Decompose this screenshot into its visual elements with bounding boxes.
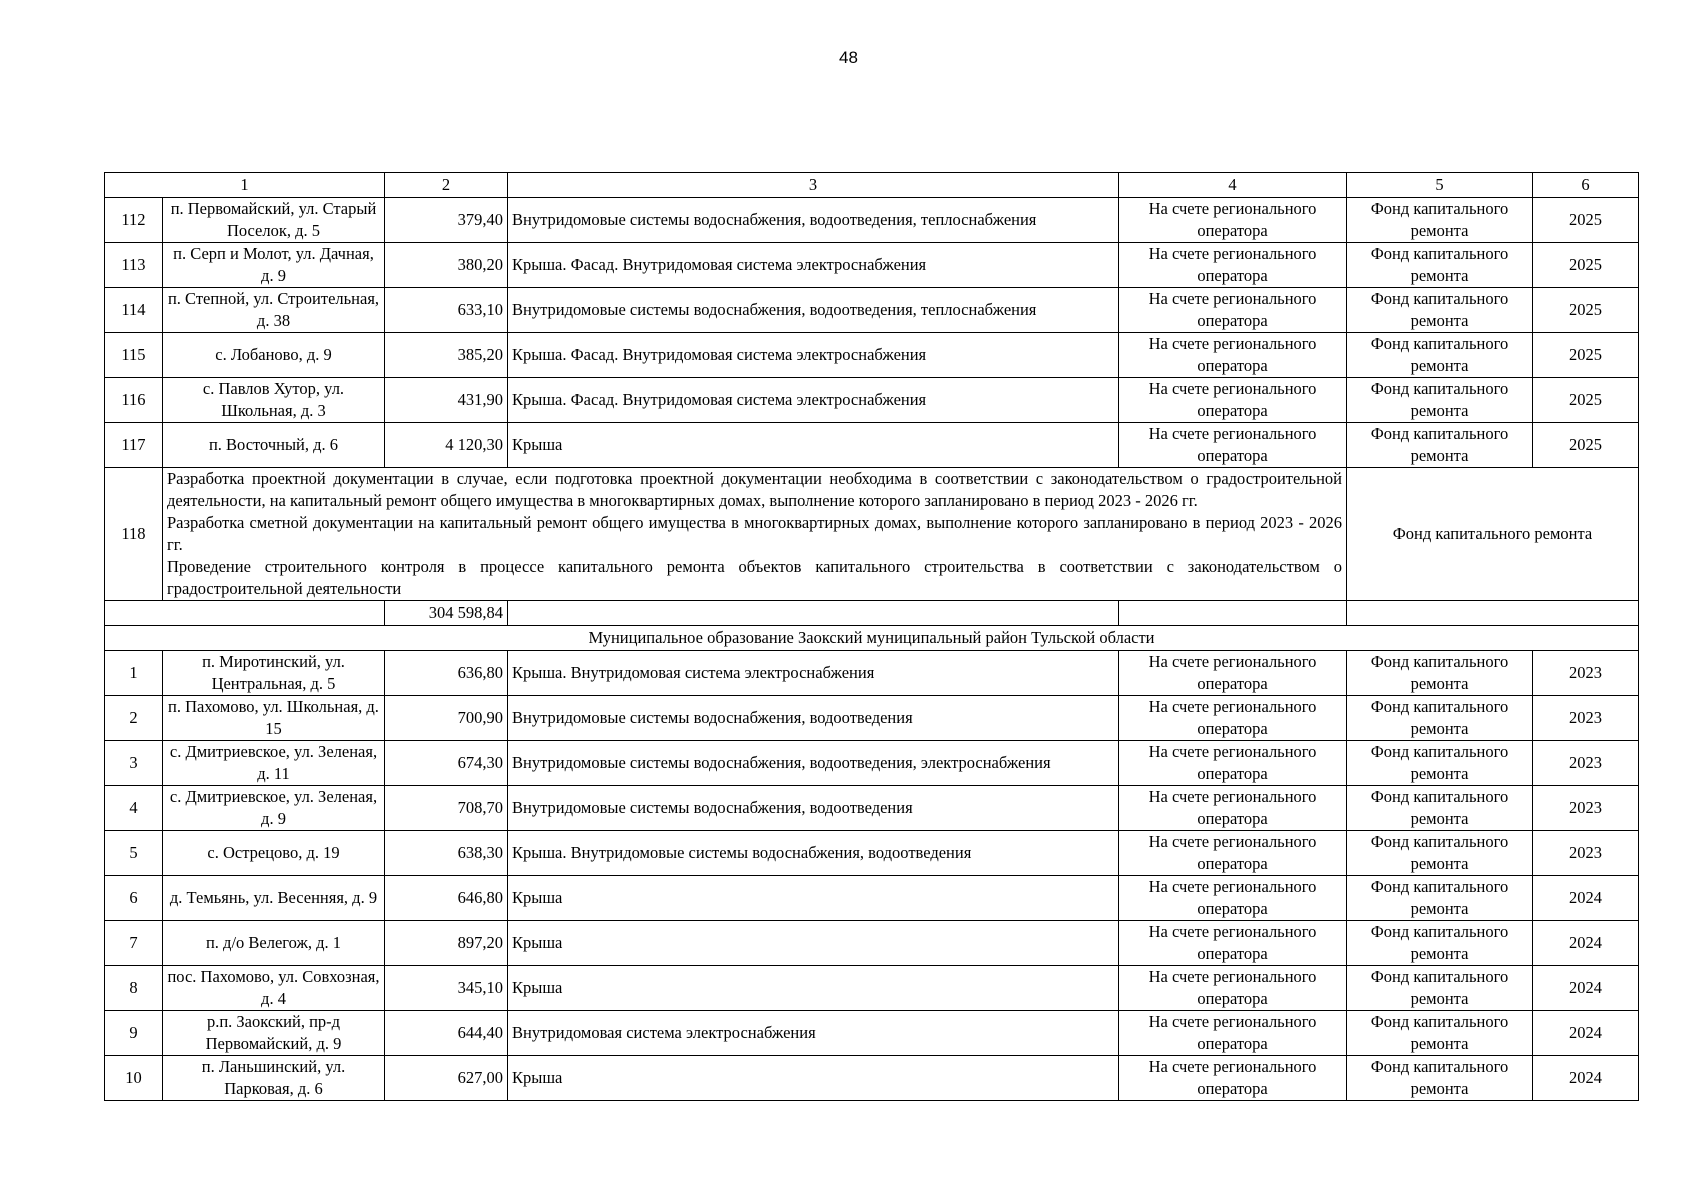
row-number: 113	[105, 243, 163, 288]
row-number: 2	[105, 696, 163, 741]
row-number: 115	[105, 333, 163, 378]
funding-source: Фонд капитального ремонта	[1347, 468, 1639, 601]
fund-account: На счете регионального оператора	[1119, 831, 1347, 876]
fund-account: На счете регионального оператора	[1119, 741, 1347, 786]
funding-source: Фонд капитального ремонта	[1347, 198, 1533, 243]
repair-works: Крыша	[508, 876, 1119, 921]
repair-works: Внутридомовые системы водоснабжения, водоотведения	[508, 696, 1119, 741]
planned-year: 2025	[1533, 423, 1639, 468]
page-number: 48	[839, 48, 858, 67]
table-row	[105, 378, 1639, 423]
planned-year: 2025	[1533, 243, 1639, 288]
fund-account: На счете регионального оператора	[1119, 876, 1347, 921]
repair-works: Внутридомовые системы водоснабжения, водоотведения, теплоснабжения	[508, 288, 1119, 333]
repair-works: Крыша. Внутридомовые системы водоснабжения, водоотведения	[508, 831, 1119, 876]
funding-source: Фонд капитального ремонта	[1347, 243, 1533, 288]
repair-cost: 431,90	[385, 378, 508, 423]
funding-source: Фонд капитального ремонта	[1347, 288, 1533, 333]
planned-year: 2024	[1533, 1011, 1639, 1056]
repair-works: Крыша	[508, 423, 1119, 468]
row-number: 10	[105, 1056, 163, 1101]
fund-account: На счете регионального оператора	[1119, 786, 1347, 831]
table-row	[105, 651, 1639, 696]
planned-year: 2023	[1533, 741, 1639, 786]
row-number: 7	[105, 921, 163, 966]
planned-year: 2023	[1533, 696, 1639, 741]
repair-works: Внутридомовая система электроснабжения	[508, 1011, 1119, 1056]
building-address: п. Ланьшинский, ул. Парковая, д. 6	[163, 1056, 385, 1101]
repair-cost: 345,10	[385, 966, 508, 1011]
table-row	[105, 786, 1639, 831]
fund-account: На счете регионального оператора	[1119, 651, 1347, 696]
building-address: д. Темьянь, ул. Весенняя, д. 9	[163, 876, 385, 921]
funding-source: Фонд капитального ремонта	[1347, 696, 1533, 741]
repair-cost: 380,20	[385, 243, 508, 288]
repair-cost: 4 120,30	[385, 423, 508, 468]
building-address: п. Миротинский, ул. Центральная, д. 5	[163, 651, 385, 696]
funding-source: Фонд капитального ремонта	[1347, 831, 1533, 876]
funding-source: Фонд капитального ремонта	[1347, 378, 1533, 423]
fund-account: На счете регионального оператора	[1119, 921, 1347, 966]
row-number: 9	[105, 1011, 163, 1056]
planned-year: 2024	[1533, 966, 1639, 1011]
repair-works: Внутридомовые системы водоснабжения, водоотведения	[508, 786, 1119, 831]
planned-year: 2023	[1533, 786, 1639, 831]
fund-account: На счете регионального оператора	[1119, 696, 1347, 741]
table-row	[105, 696, 1639, 741]
column-header-5: 5	[1347, 173, 1533, 198]
repair-cost: 633,10	[385, 288, 508, 333]
total-account-empty	[1119, 601, 1347, 626]
building-address: с. Острецово, д. 19	[163, 831, 385, 876]
column-header-3: 3	[508, 173, 1119, 198]
column-header-4: 4	[1119, 173, 1347, 198]
fund-account: На счете регионального оператора	[1119, 378, 1347, 423]
table-row	[105, 333, 1639, 378]
table-row	[105, 921, 1639, 966]
row-number: 116	[105, 378, 163, 423]
building-address: п. Степной, ул. Строительная, д. 38	[163, 288, 385, 333]
table-row	[105, 876, 1639, 921]
total-cost: 304 598,84	[385, 601, 508, 626]
repair-cost: 674,30	[385, 741, 508, 786]
repair-works: Крыша. Фасад. Внутридомовая система электроснабжения	[508, 378, 1119, 423]
row-number: 112	[105, 198, 163, 243]
repair-works: Крыша. Фасад. Внутридомовая система электроснабжения	[508, 243, 1119, 288]
row-number: 5	[105, 831, 163, 876]
table-row	[105, 1011, 1639, 1056]
repair-cost: 700,90	[385, 696, 508, 741]
special-works-description	[163, 468, 1347, 601]
funding-source: Фонд капитального ремонта	[1347, 1056, 1533, 1101]
fund-account: На счете регионального оператора	[1119, 966, 1347, 1011]
row-number: 117	[105, 423, 163, 468]
capital-repair-table	[104, 172, 1639, 1101]
fund-account: На счете регионального оператора	[1119, 288, 1347, 333]
repair-works: Крыша. Фасад. Внутридомовая система электроснабжения	[508, 333, 1119, 378]
planned-year: 2023	[1533, 831, 1639, 876]
row-number: 1	[105, 651, 163, 696]
repair-works: Крыша	[508, 966, 1119, 1011]
building-address: п. Первомайский, ул. Старый Поселок, д. 5	[163, 198, 385, 243]
repair-cost: 644,40	[385, 1011, 508, 1056]
column-header-6: 6	[1533, 173, 1639, 198]
table-row	[105, 243, 1639, 288]
planned-year: 2024	[1533, 1056, 1639, 1101]
building-address: п. Восточный, д. 6	[163, 423, 385, 468]
building-address: п. Пахомово, ул. Школьная, д. 15	[163, 696, 385, 741]
row-number: 8	[105, 966, 163, 1011]
table-row	[105, 288, 1639, 333]
column-header-2: 2	[385, 173, 508, 198]
funding-source: Фонд капитального ремонта	[1347, 966, 1533, 1011]
building-address: с. Дмитриевское, ул. Зеленая, д. 9	[163, 786, 385, 831]
repair-works: Внутридомовые системы водоснабжения, водоотведения, теплоснабжения	[508, 198, 1119, 243]
planned-year: 2025	[1533, 288, 1639, 333]
row-number: 6	[105, 876, 163, 921]
planned-year: 2025	[1533, 378, 1639, 423]
repair-cost: 708,70	[385, 786, 508, 831]
planned-year: 2023	[1533, 651, 1639, 696]
building-address: п. Серп и Молот, ул. Дачная, д. 9	[163, 243, 385, 288]
building-address: р.п. Заокский, пр-д Первомайский, д. 9	[163, 1011, 385, 1056]
total-row	[105, 601, 1639, 626]
funding-source: Фонд капитального ремонта	[1347, 1011, 1533, 1056]
building-address: с. Лобаново, д. 9	[163, 333, 385, 378]
special-works-paragraph: Разработка сметной документации на капитальный ремонт общего имущества в многоквартирных домах, выполнение которого запланировано в период 2023 - 2026 гг.	[167, 513, 1342, 554]
repair-cost: 636,80	[385, 651, 508, 696]
row-number: 114	[105, 288, 163, 333]
fund-account: На счете регионального оператора	[1119, 1056, 1347, 1101]
funding-source: Фонд капитального ремонта	[1347, 423, 1533, 468]
total-works-empty	[508, 601, 1119, 626]
total-source-empty	[1347, 601, 1639, 626]
fund-account: На счете регионального оператора	[1119, 243, 1347, 288]
repair-cost: 638,30	[385, 831, 508, 876]
special-works-paragraph: Проведение строительного контроля в процессе капитального ремонта объектов капитального строительства в соответствии с законодательством о градостроительной деятельности	[167, 557, 1342, 598]
funding-source: Фонд капитального ремонта	[1347, 786, 1533, 831]
section-header-row	[105, 626, 1639, 651]
row-number: 3	[105, 741, 163, 786]
special-works-paragraph: Разработка проектной документации в случае, если подготовка проектной документации необходима в соответствии с законодательством о градостроительной деятельности, на капитальный ремонт общего имущества в многоквартирных домах, выполнение которого запланировано в период 2023 - 2026 гг.	[167, 469, 1342, 510]
row-number: 4	[105, 786, 163, 831]
repair-cost: 627,00	[385, 1056, 508, 1101]
building-address: п. д/о Велегож, д. 1	[163, 921, 385, 966]
funding-source: Фонд капитального ремонта	[1347, 651, 1533, 696]
repair-works: Крыша. Внутридомовая система электроснабжения	[508, 651, 1119, 696]
table-row	[105, 966, 1639, 1011]
repair-cost: 379,40	[385, 198, 508, 243]
planned-year: 2024	[1533, 921, 1639, 966]
funding-source: Фонд капитального ремонта	[1347, 333, 1533, 378]
table-row	[105, 831, 1639, 876]
repair-cost: 897,20	[385, 921, 508, 966]
repair-cost: 646,80	[385, 876, 508, 921]
table-row	[105, 1056, 1639, 1101]
building-address: пос. Пахомово, ул. Совхозная, д. 4	[163, 966, 385, 1011]
fund-account: На счете регионального оператора	[1119, 198, 1347, 243]
fund-account: На счете регионального оператора	[1119, 333, 1347, 378]
column-header-1: 1	[105, 173, 385, 198]
column-number-header-row	[105, 173, 1639, 198]
funding-source: Фонд капитального ремонта	[1347, 876, 1533, 921]
fund-account: На счете регионального оператора	[1119, 423, 1347, 468]
planned-year: 2025	[1533, 333, 1639, 378]
total-label-empty	[105, 601, 385, 626]
funding-source: Фонд капитального ремонта	[1347, 741, 1533, 786]
repair-works: Внутридомовые системы водоснабжения, водоотведения, электроснабжения	[508, 741, 1119, 786]
planned-year: 2024	[1533, 876, 1639, 921]
table-row-special	[105, 468, 1639, 601]
building-address: с. Дмитриевское, ул. Зеленая, д. 11	[163, 741, 385, 786]
row-number: 118	[105, 468, 163, 601]
repair-cost: 385,20	[385, 333, 508, 378]
fund-account: На счете регионального оператора	[1119, 1011, 1347, 1056]
funding-source: Фонд капитального ремонта	[1347, 921, 1533, 966]
building-address: с. Павлов Хутор, ул. Школьная, д. 3	[163, 378, 385, 423]
table-row	[105, 741, 1639, 786]
repair-works: Крыша	[508, 1056, 1119, 1101]
planned-year: 2025	[1533, 198, 1639, 243]
municipality-section-title: Муниципальное образование Заокский муниципальный район Тульской области	[105, 626, 1639, 651]
repair-works: Крыша	[508, 921, 1119, 966]
table-row	[105, 198, 1639, 243]
table-row	[105, 423, 1639, 468]
